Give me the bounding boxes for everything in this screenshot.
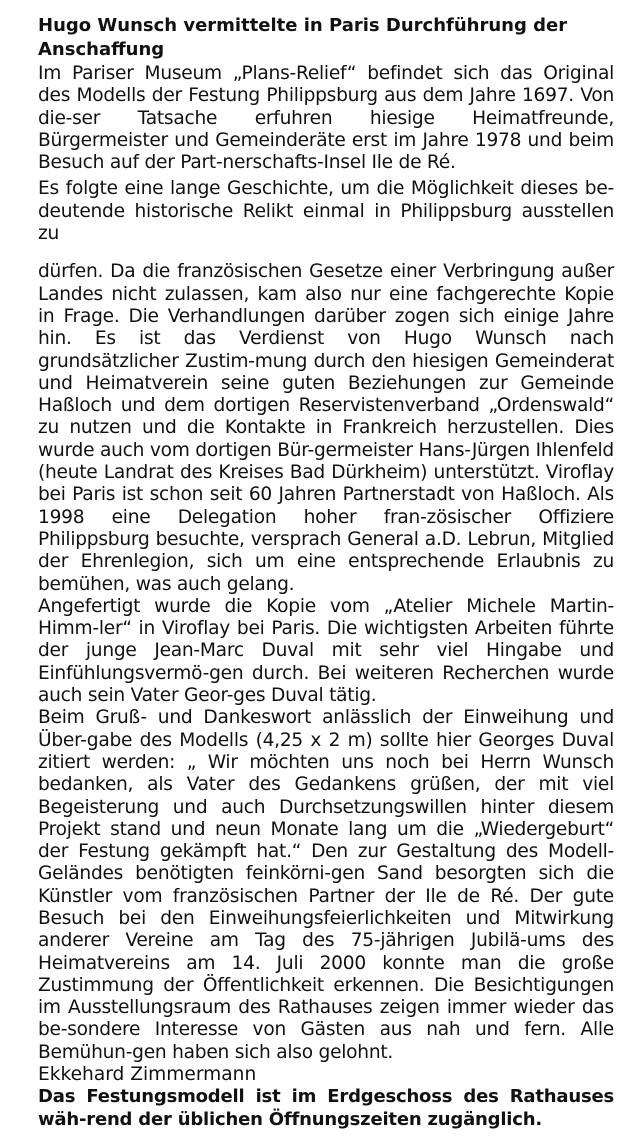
paragraph-copy-atelier: Angefertigt wurde die Kopie vom „Atelier Michele Martin-Himm-ler“ in Viroflay bei Paris. Die wichtigsten Arbeiten führte der junge Jean-Marc Duval mit sehr viel Hingabe und Einfühlungsvermö-gen durch. Bei weiteren Recherchen wurde auch sein Vater Geor-ges Duval tätig.	[38, 595, 614, 707]
closing-note: Das Festungsmodell ist im Erdgeschoss des Rathauses wäh-rend der üblichen Öffnungszeiten zugänglich.	[38, 1086, 614, 1130]
paragraph-museum-original: Im Pariser Museum „Plans-Relief“ befindet sich das Original des Modells der Festung Philippsburg aus dem Jahre 1697. Von die-ser Tatsache erfuhren hiesige Heimatfreunde, Bürgermeister und Gemeinderäte erst im Jahre 1978 und beim Besuch auf der Part-nerschafts-Insel Ile de Ré.	[38, 63, 614, 174]
column-gap	[38, 245, 614, 261]
paragraph-long-story: Es folgte eine lange Geschichte, um die Möglichkeit dieses be-deutende historische Relikt einmal in Philippsburg ausstellen zu	[38, 178, 614, 245]
article-title: Hugo Wunsch vermittelte in Paris Durchführung der Anschaffung	[38, 15, 568, 60]
paragraph-inauguration: Beim Gruß- und Dankeswort anlässlich der Einweihung und Über-gabe des Modells (4,25 x 2 m) sollte hier Georges Duval zitiert werden: „ Wir möchten uns noch bei Herrn Wunsch bedanken, als Vater des Gedankens grüßen, der mit viel Begeisterung und auch Durchsetzungswillen hinter diesem Projekt stand und neun Monate lang um die „Wiedergeburt“ der Festung gekämpft hat.“ Den zur Gestaltung des Modell-Geländes benötigten feinkörni-gen Sand besorgten sich die Künstler vom französischen Partner der Ile de Ré. Der gute Besuch bei den Einweihungsfeierlichkeiten und Mitwirkung anderer Vereine am Tag des 75-jährigen Jubilä-ums des Heimatvereins am 14. Juli 2000 konnte man die große Zustimmung der Öffentlichkeit erkennen. Die Besichtigungen im Ausstellungsraum des Rathauses zeigen immer wieder das be-sondere Interesse von Gästen aus nah und fern. Alle Bemühun-gen haben sich also gelohnt.	[38, 707, 614, 1063]
author-signature: Ekkehard Zimmermann	[38, 1064, 257, 1086]
paragraph-negotiations: dürfen. Da die französischen Gesetze einer Verbringung außer Landes nicht zulassen, kam also nur eine fachgerechte Kopie in Frage. Die Verhandlungen darüber zogen sich einige Jahre hin. Es ist das Verdienst von Hugo Wunsch nach grundsätzlicher Zustim-mung durch den hiesigen Gemeinderat und Heimatverein seine guten Beziehungen zur Gemeinde Haßloch und dem dortigen Reservistenverband „Ordenswald“ zu nutzen und die Kontakte in Frankreich herzustellen. Dies wurde auch vom dortigen Bür-germeister Hans-Jürgen Ihlenfeld (heute Landrat des Kreises Bad Dürkheim) unterstützt. Viroflay bei Paris ist schon seit 60 Jahren Partnerstadt von Haßloch. Als 1998 eine Delegation hoher fran-zösischer Offiziere Philippsburg besuchte, versprach General a.D. Lebrun, Mitglied der Ehrenlegion, sich um eine entsprechende Erlaubnis zu bemühen, was auch gelang.	[38, 261, 614, 595]
